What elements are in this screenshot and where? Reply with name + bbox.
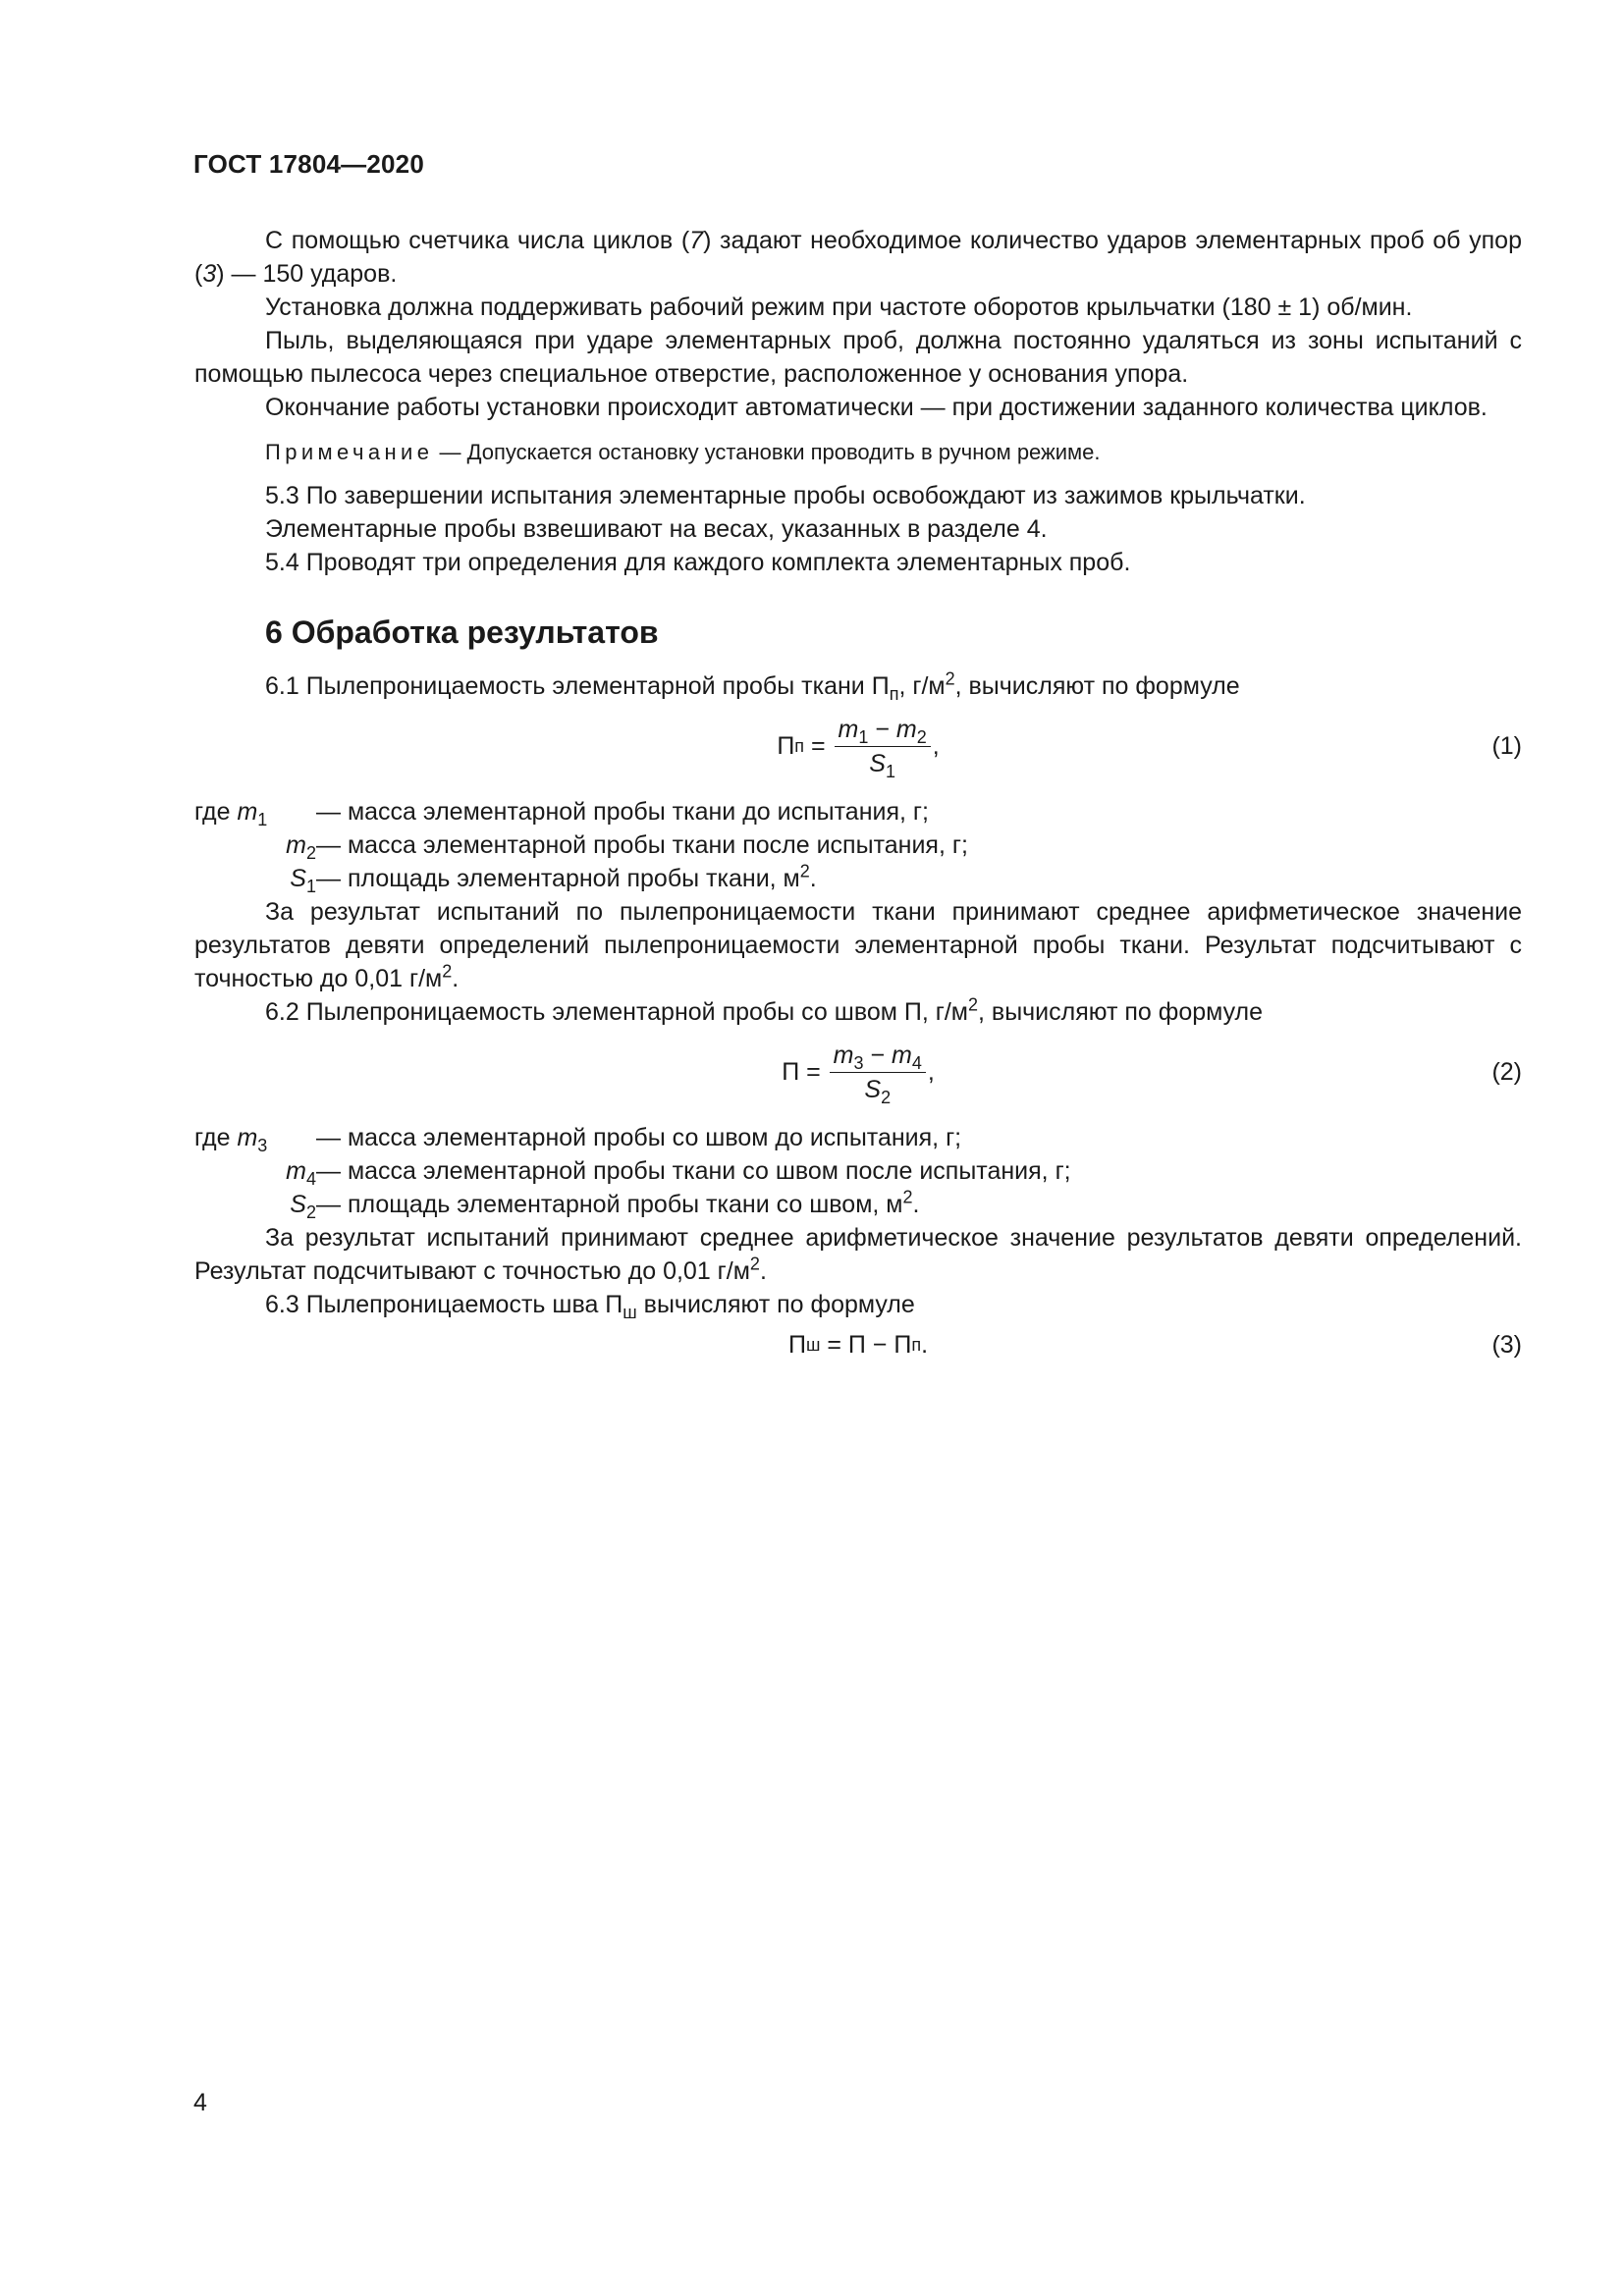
formula-2: П = $\frac{m_3 - m_4}{S_2}$ , (2) bbox=[782, 1041, 1522, 1107]
paragraph-result-fabric: За результат испытаний по пылепроницаемости ткани принимают среднее арифметическое значение результатов девяти определений пылепроницаемости элементарной пробы ткани. Результат подсчитывают с точностью до 0,01 $г/м^2$. bbox=[194, 898, 1522, 992]
clause-6-1: 6.1 Пылепроницаемость элементарной пробы ткани $П_п$, $г/м^2$, вычисляют по формуле bbox=[265, 668, 1240, 704]
note-label: Примечание bbox=[265, 440, 434, 464]
page-content bbox=[194, 224, 1522, 1370]
paragraph-cycle-counter: С помощью счетчика числа циклов (7) задают необходимое количество ударов элементарных проб об упор (3) — 150 ударов. bbox=[194, 227, 1522, 288]
document-id: ГОСТ 17804—2020 bbox=[193, 149, 424, 179]
legend-formula-1: где $m_1$ — масса элементарной пробы ткани до испытания, г; $m_2$ — масса элементарной пробы ткани после испытания, г; $S_1$ — площадь элементарной пробы ткани, $м^2$. bbox=[194, 798, 968, 896]
formula-3: П ш = П − П п . (3) bbox=[194, 1323, 1522, 1366]
paragraph-weighing: Элементарные пробы взвешивают на весах, указанных в разделе 4. bbox=[265, 515, 1048, 543]
paragraph-operating-mode: Установка должна поддерживать рабочий режим при частоте оборотов крыльчатки (180 ± 1) об/мин. bbox=[265, 294, 1413, 321]
formula-3-number: (3) bbox=[1491, 1331, 1522, 1359]
formula-2-number: (2) bbox=[1491, 1058, 1522, 1086]
note-text: — Допускается остановку установки проводить в ручном режиме. bbox=[433, 440, 1101, 464]
note bbox=[194, 436, 1522, 469]
clause-5-3: 5.3 По завершении испытания элементарные пробы освобождают из зажимов крыльчатки. bbox=[265, 482, 1306, 509]
paragraph-result-seam-sample: За результат испытаний принимают среднее арифметическое значение результатов девяти определений. Результат подсчитывают с точностью до 0,01 $г/м^2$. bbox=[194, 1224, 1522, 1285]
formula-1-number: (1) bbox=[1491, 732, 1522, 760]
legend-formula-2: где $m_3$ — масса элементарной пробы со швом до испытания, г; $m_4$ — масса элементарной пробы ткани со швом после испытания, г; $S_2$ — площадь элементарной пробы ткани со швом, $м^2$. bbox=[194, 1124, 1071, 1222]
clause-6-3: 6.3 Пылепроницаемость шва $П_ш$ вычисляют по формуле bbox=[265, 1291, 915, 1322]
clause-5-4: 5.4 Проводят три определения для каждого комплекта элементарных проб. bbox=[265, 549, 1131, 576]
section-6-heading: 6 Обработка результатов bbox=[265, 614, 659, 650]
clause-6-2: 6.2 Пылепроницаемость элементарной пробы со швом П, $г/м^2$, вычисляют по формуле bbox=[265, 994, 1264, 1026]
formula-1: П п = $\frac{m_1 - m_2}{S_1}$ , (1) bbox=[777, 715, 1522, 781]
page-number: 4 bbox=[193, 2089, 207, 2116]
paragraph-auto-stop: Окончание работы установки происходит автоматически — при достижении заданного количества циклов. bbox=[265, 394, 1488, 421]
paragraph-dust-removal: Пыль, выделяющаяся при ударе элементарных проб, должна постоянно удаляться из зоны испытаний с помощью пылесоса через специальное отверстие, расположенное у основания упора. bbox=[194, 327, 1522, 388]
